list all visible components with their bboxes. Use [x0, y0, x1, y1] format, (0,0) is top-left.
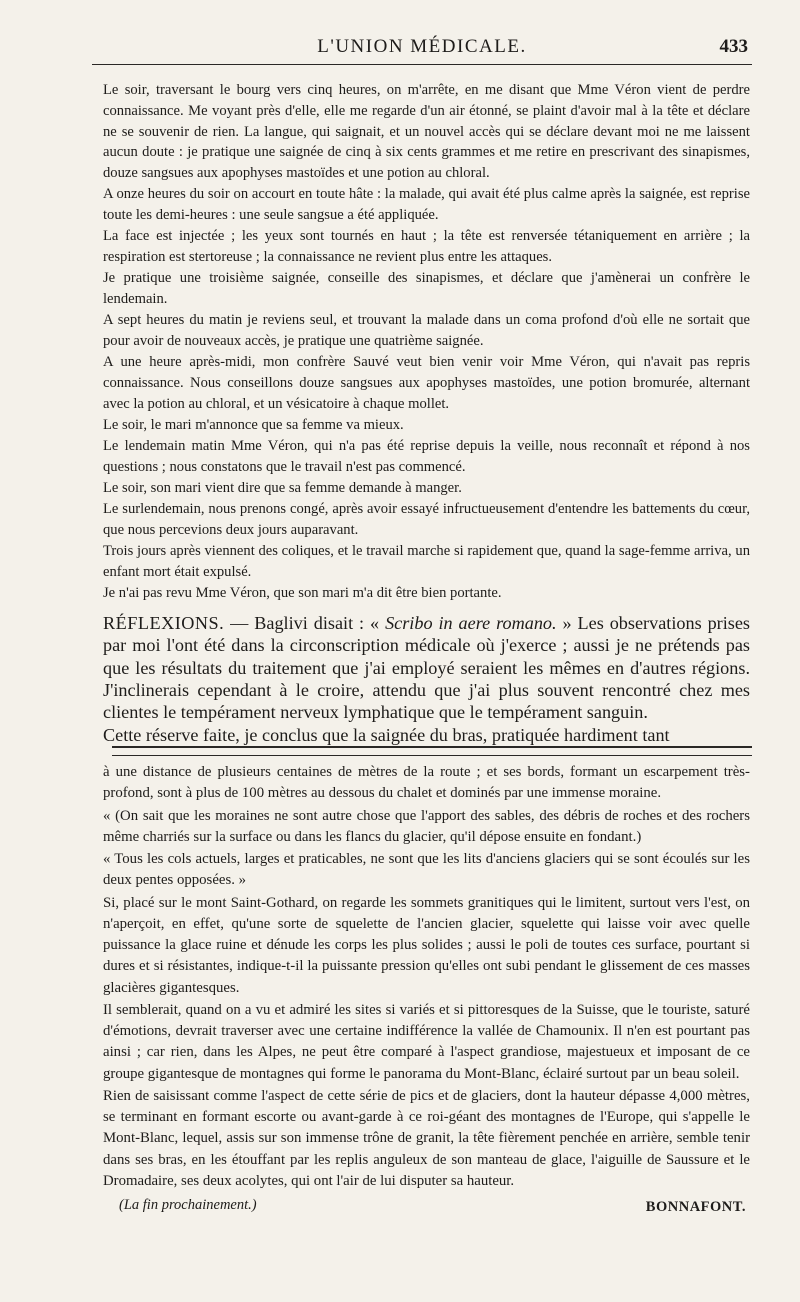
page-number: 433 — [719, 36, 748, 57]
paragraph: A sept heures du matin je reviens seul, et trouvant la malade dans un coma profond d'où elle ne sortait que pour avoir de nouveaux accès, je pratique une quatrième saignée. — [103, 312, 750, 349]
reflexions-conclusion: Cette réserve faite, je conclus que la saignée du bras, pratiquée hardiment tant — [103, 724, 670, 745]
paragraph: Le soir, traversant le bourg vers cinq heures, on m'arrête, en me disant que Mme Véron vient de perdre connaissance. Me voyant près d'elle, elle me regarde d'un air étonné, se plaint d'avoir mal à la tête et déclare ne se souvenir de rien. La langue, qui saignait, et un nouvel accès qui se déclare devant moi ne me laissent aucun doute : je pratique une saignée de cinq à six cents grammes et me retire en prescrivant des sinapismes, douze sangsues aux apophyses mastoïdes et une potion au chloral. — [103, 82, 750, 182]
paragraph: Trois jours après viennent des coliques, et le travail marche si rapidement que, quand la sage-femme arriva, un enfant mort était expulsé. — [103, 542, 750, 580]
footer-row — [103, 1195, 750, 1219]
paragraph: à une distance de plusieurs centaines de mètres de la route ; et ses bords, formant un escarpement très-profond, sont à plus de 100 mètres au dessous du chalet et dominés par une immense moraine. — [103, 764, 750, 802]
latin-quote: Scribo in aere romano. — [385, 612, 557, 633]
paragraph: Le soir, son mari vient dire que sa femme demande à manger. — [103, 479, 462, 496]
reflexions-section — [103, 612, 750, 746]
author-signature: BONNAFONT. — [645, 1199, 746, 1215]
section-divider — [112, 746, 752, 756]
continuation-note: (La fin prochainement.) — [119, 1197, 257, 1213]
paragraph: Je n'ai pas revu Mme Véron, que son mari m'a dit être bien portante. — [103, 584, 502, 601]
reflexions-text: » Les observations prises par moi l'ont été dans la circonscription médicale où j'exerce ; aussi je ne prétends pas que les résultats du traitement que j'ai employé seraient les mêmes en d'autres régions. J'inclinerais cependant à le croire, attendu que j'ai plus souvent rencontré chez mes clientes le tempérament nerveux lymphatique que le tempérament sanguin. — [103, 612, 751, 723]
paragraph: Le soir, le mari m'annonce que sa femme va mieux. — [103, 416, 404, 433]
paragraph: Rien de saisissant comme l'aspect de cette série de pics et de glaciers, dont la hauteur dépasse 4,000 mètres, se terminant en formant escorte ou avant-garde à ce roi-géant des montagnes de l'Europe, qui s'appelle le Mont-Blanc, lequel, assis sur son immense trône de granit, la tête fièrement penchée en arrière, semble tenir dans ses bras, en les étouffant par les replis anguleux de son manteau de glace, l'aiguille de Saussure et le Dromadaire, ses deux acolytes, qui ont l'air de lui disputer sa hauteur. — [103, 1087, 750, 1189]
paragraph: « (On sait que les moraines ne sont autre chose que l'apport des sables, des débris de roches et des rochers même charriés sur la surface ou dans les flancs du glacier, qu'il dépose ensuite en fondant.) — [103, 807, 750, 845]
paragraph: « Tous les cols actuels, larges et praticables, ne sont que les lits d'anciens glaciers qui se sont écoulés sur les deux pentes opposées. » — [103, 851, 750, 889]
paragraph: A onze heures du soir on accourt en toute hâte : la malade, qui avait été plus calme après la saignée, est reprise toute les demi-heures : une seule sangsue a été appliquée. — [103, 186, 750, 224]
feuilleton-column — [103, 762, 750, 1219]
case-report-column — [103, 80, 750, 746]
paragraph: Il semblerait, quand on a vu et admiré les sites si variés et si pittoresques de la Suisse, que le touriste, saturé d'émotions, devrait traverser avec une certaine indifférence la vallée de Chamounix. Il n'en est pourtant pas ainsi ; car rien, dans les Alpes, ne peut être comparé à l'aspect grandiose, majestueux et imposant de ce groupe gigantesque de montagnes qui forme le panorama du Mont-Blanc, éclairé surtout par un beau soleil. — [103, 1001, 750, 1082]
running-title: L'UNION MÉDICALE. — [317, 36, 527, 57]
paragraph: Si, placé sur le mont Saint-Gothard, on regarde les sommets granitiques qui le limitent, surtout vers l'est, on n'aperçoit, en effet, qu'une sorte de squelette de l'ancien glacier, squelette qui laisse voir avec quelle puissance la glace ruine et dénude les corps les plus solides ; aussi le poli de toutes ces surface, pourtant si dures et si résistantes, indique-t-il la puissante pression qu'elles ont subi pendant le glissement de ces masses glacières gigantesques. — [103, 894, 750, 996]
paragraph: Le surlendemain, nous prenons congé, après avoir essayé infructueusement d'entendre les battements du cœur, que nous percevions deux jours auparavant. — [103, 501, 750, 538]
paragraph: Le lendemain matin Mme Véron, qui n'a pas été reprise depuis la veille, nous reconnaît et répond à nos questions ; nous constatons que le travail n'est pas commencé. — [103, 437, 750, 475]
paragraph: La face est injectée ; les yeux sont tournés en haut ; la tête est renversée tétaniquement en arrière ; la respiration est stertoreuse ; la connaissance ne revient plus entre les attaques. — [103, 228, 750, 266]
reflexions-text: — Baglivi disait : « — [224, 612, 386, 633]
paragraph: Je pratique une troisième saignée, conseille des sinapismes, et déclare que j'amènerai un confrère le lendemain. — [103, 270, 750, 307]
page-header — [92, 34, 752, 65]
reflexions-heading: RÉFLEXIONS. — [103, 612, 225, 633]
paragraph: A une heure après-midi, mon confrère Sauvé veut bien venir voir Mme Véron, qui n'avait pas repris connaissance. Nous conseillons douze sangsues aux apophyses mastoïdes, une potion bromurée, alternant avec la potion au chloral, et un vésicatoire à chaque mollet. — [103, 354, 750, 412]
